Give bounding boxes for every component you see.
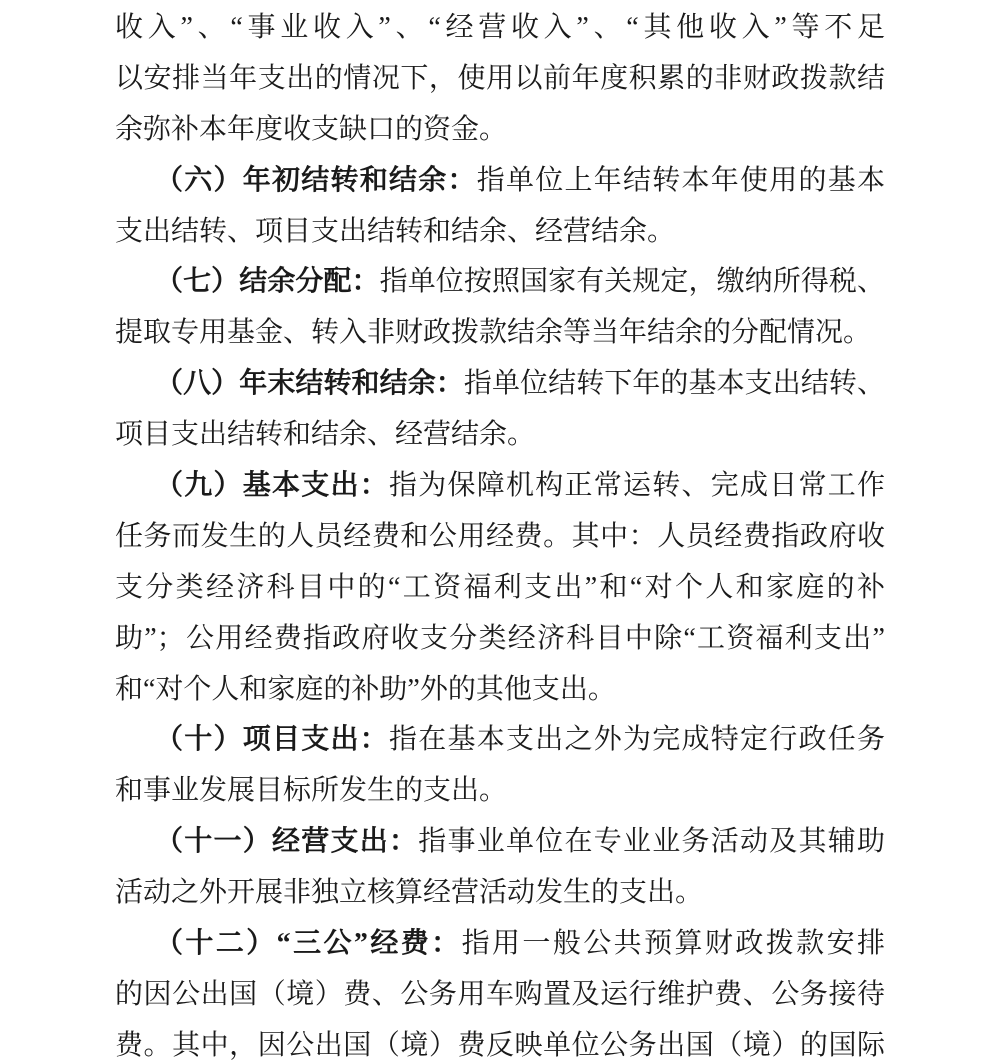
line-text: 指为保障机构正常运转、完成日常工作: [389, 470, 885, 502]
line-text: 项目支出结转和结余、经营结余。: [115, 419, 536, 451]
text-line: [115, 54, 885, 105]
line-heading-bold: （十）项目支出：: [155, 724, 389, 756]
line-text: 费。其中，因公出国（境）费反映单位公务出国（境）的国际: [115, 1029, 885, 1060]
document-body: [115, 3, 885, 1060]
line-text: 余弥补本年度收支缺口的资金。: [115, 113, 508, 145]
line-text: 支分类经济科目中的“工资福利支出”和“对个人和家庭的补: [115, 571, 885, 603]
line-text: 任务而发生的人员经费和公用经费。其中：人员经费指政府收: [115, 520, 885, 552]
line-text: 活动之外开展非独立核算经营活动发生的支出。: [115, 877, 704, 909]
text-line: [115, 563, 885, 614]
text-line: [115, 359, 885, 410]
text-line: [115, 461, 885, 512]
text-line: [115, 614, 885, 665]
line-heading-bold: （九）基本支出：: [155, 470, 389, 502]
text-line: [115, 3, 885, 54]
text-line: [115, 868, 885, 919]
line-heading-bold: （八）年末结转和结余：: [155, 368, 464, 400]
line-text: 以安排当年支出的情况下，使用以前年度积累的非财政拨款结: [115, 62, 885, 94]
line-heading-bold: （七）结余分配：: [155, 266, 380, 298]
line-heading-bold: （六）年初结转和结余：: [155, 164, 477, 196]
text-line: [115, 715, 885, 766]
line-heading-bold: （十二）“三公”经费：: [155, 928, 462, 960]
line-text: 指在基本支出之外为完成特定行政任务: [389, 724, 885, 756]
text-line: [115, 207, 885, 258]
line-text: 和“对个人和家庭的补助”外的其他支出。: [115, 673, 616, 705]
text-line: [115, 766, 885, 817]
text-line: [115, 919, 885, 970]
line-text: 收入”、“事业收入”、“经营收入”、“其他收入”等不足: [115, 12, 885, 43]
line-text: 助”；公用经费指政府收支分类经济科目中除“工资福利支出”: [115, 622, 885, 654]
text-line: [115, 257, 885, 308]
line-text: 提取专用基金、转入非财政拨款结余等当年结余的分配情况。: [115, 317, 872, 349]
line-text: 支出结转、项目支出结转和结余、经营结余。: [115, 215, 676, 247]
text-line: [115, 665, 885, 716]
text-line: [115, 512, 885, 563]
text-line: [115, 308, 885, 359]
line-text: 指用一般公共预算财政拨款安排: [461, 928, 885, 960]
text-line: [115, 105, 885, 156]
line-text: 指事业单位在专业业务活动及其辅助: [418, 826, 885, 858]
line-text: 指单位结转下年的基本支出结转、: [463, 368, 885, 400]
text-line: [115, 817, 885, 868]
text-line: [115, 970, 885, 1021]
text-line: [115, 1021, 885, 1060]
line-text: 和事业发展目标所发生的支出。: [115, 775, 508, 807]
text-line: [115, 156, 885, 207]
line-text: 的因公出国（境）费、公务用车购置及运行维护费、公务接待: [115, 978, 885, 1010]
line-text: 指单位上年结转本年使用的基本: [476, 164, 885, 196]
line-text: 指单位按照国家有关规定，缴纳所得税、: [379, 266, 885, 298]
text-line: [115, 410, 885, 461]
line-heading-bold: （十一）经营支出：: [155, 826, 419, 858]
